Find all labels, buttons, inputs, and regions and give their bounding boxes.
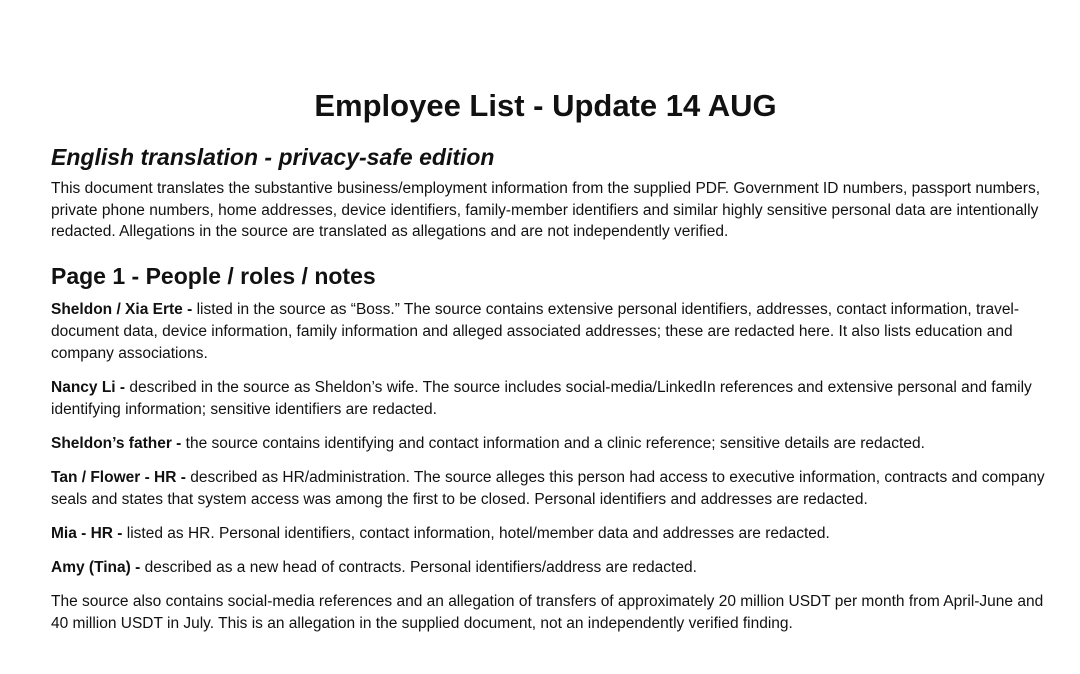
section-heading: Page 1 - People / roles / notes <box>51 262 376 289</box>
intro-paragraph: This document translates the substantive business/employment information from the supplied PDF. Government ID numbers, passport numbers, private phone numbers, home addresses, device identifiers, family-member identifiers and similar highly sensitive personal data are intentionally redacted. Allegations in the source are translated as allegations and are not independently verified. <box>51 180 1041 240</box>
person-entry-tan-flower <box>51 467 1050 511</box>
person-description: the source contains identifying and contact information and a clinic reference; sensitive details are redacted. <box>185 434 925 452</box>
person-description: described as a new head of contracts. Personal identifiers/address are redacted. <box>144 558 697 576</box>
person-name: Sheldon’s father - <box>51 434 186 452</box>
person-entry-nancy-li <box>51 377 1050 421</box>
person-name: Mia - HR - <box>51 524 127 542</box>
person-description: described as HR/administration. The source alleges this person had access to executive information, contracts and company seals and states that system access was among the first to be closed. Personal identifiers and addresses are redacted. <box>51 468 1045 508</box>
person-entry-amy <box>51 557 1050 579</box>
person-name: Sheldon / Xia Erte - <box>51 300 197 318</box>
person-description: listed in the source as “Boss.” The source contains extensive personal identifiers, addresses, contact information, travel-document data, device information, family information and alleged associated addresses; these are redacted here. It also lists education and company associations. <box>51 300 1020 362</box>
document-title: Employee List - Update 14 AUG <box>314 88 777 123</box>
person-name: Amy (Tina) - <box>51 558 145 576</box>
person-entry-sheldon <box>51 299 1050 365</box>
document-subtitle: English translation - privacy-safe edition <box>51 144 495 170</box>
person-name: Nancy Li - <box>51 378 130 396</box>
person-description: listed as HR. Personal identifiers, contact information, hotel/member data and addresses are redacted. <box>126 524 830 542</box>
closing-paragraph: The source also contains social-media references and an allegation of transfers of approximately 20 million USDT per month from April-June and 40 million USDT in July. This is an allegation in the supplied document, not an independently verified finding. <box>51 592 1044 632</box>
person-entry-sheldons-father <box>51 433 1050 455</box>
people-entries <box>51 299 1050 579</box>
person-name: Tan / Flower - HR - <box>51 468 191 486</box>
person-description: described in the source as Sheldon’s wife. The source includes social-media/LinkedIn references and extensive personal and family identifying information; sensitive identifiers are redacted. <box>51 378 1032 418</box>
person-entry-mia <box>51 523 1050 545</box>
